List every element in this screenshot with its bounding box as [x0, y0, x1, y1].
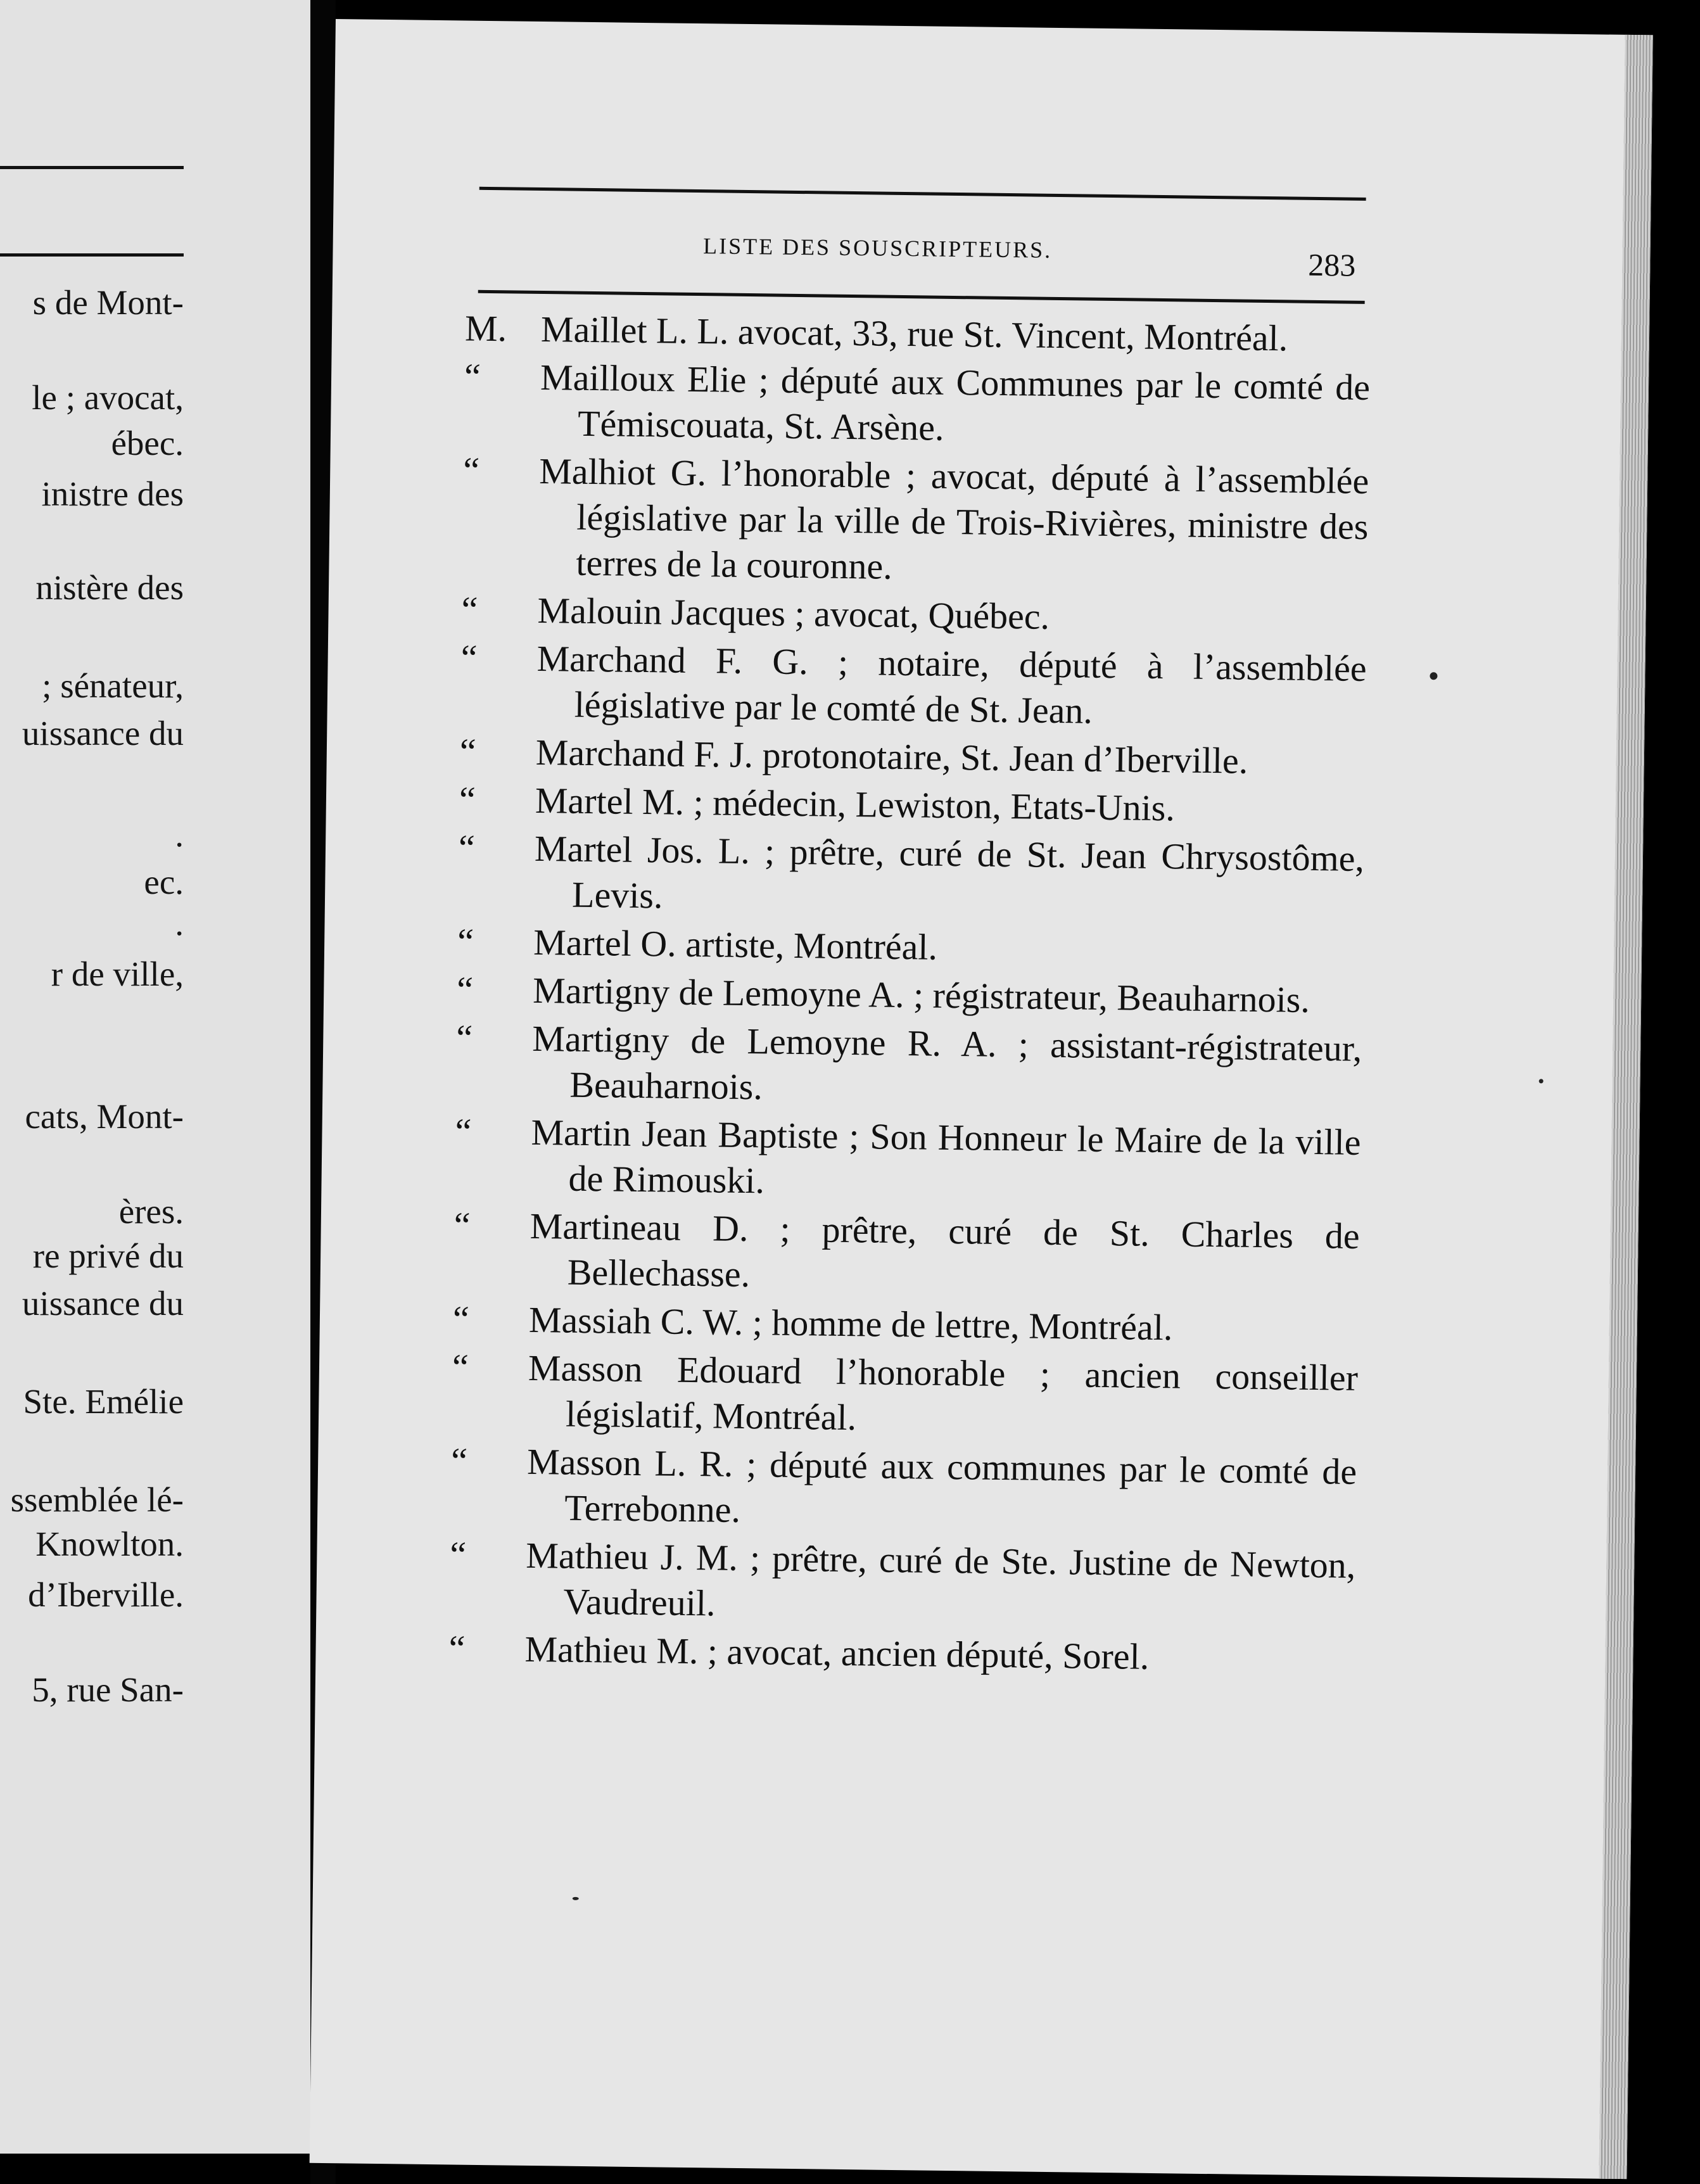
list-item	[464, 354, 1371, 456]
left-page-line: .	[175, 904, 184, 943]
entry-text: Mathieu J. M. ; prêtre, curé de Ste. Justine de Newton, Vaudreuil.	[525, 1534, 1356, 1624]
left-page-line: Ste. Emélie	[23, 1382, 184, 1421]
left-page-line: ec.	[144, 863, 184, 901]
entry-text: Marchand F. J. protonotaire, St. Jean d’Iberville.	[535, 731, 1248, 782]
left-page-line: 5, rue San-	[32, 1670, 184, 1709]
entry-text: Malouin Jacques ; avocat, Québec.	[537, 589, 1050, 637]
list-item	[457, 918, 1364, 975]
entry-text: Martigny de Lemoyne R. A. ; assistant-régistrateur, Beauharnois.	[531, 1017, 1362, 1108]
ditto-mark: “	[452, 1298, 470, 1340]
list-item	[460, 635, 1367, 737]
left-page-line: re privé du	[32, 1236, 184, 1275]
left-page	[0, 0, 310, 2154]
ditto-mark: “	[457, 920, 474, 962]
left-page-line: nistère des	[35, 568, 184, 607]
ditto-mark: “	[458, 827, 476, 868]
ditto-mark: “	[459, 778, 476, 820]
entry-text: Martin Jean Baptiste ; Son Honneur le Maire de la ville de Rimouski.	[531, 1111, 1361, 1202]
right-page	[310, 19, 1653, 2179]
left-page-line: inistre des	[41, 474, 184, 513]
list-item	[465, 306, 1371, 362]
top-rule	[479, 187, 1366, 201]
left-page-line: r de ville,	[51, 955, 184, 993]
ditto-mark: “	[454, 1204, 471, 1246]
entry-text: Massiah C. W. ; homme de lettre, Montréal.	[528, 1298, 1173, 1349]
list-item	[452, 1344, 1359, 1446]
list-item	[450, 1438, 1357, 1540]
entry-text: Mathieu M. ; avocat, ancien député, Sorel.	[524, 1628, 1150, 1677]
ditto-mark: “	[452, 1346, 469, 1388]
entry-text: Martineau D. ; prêtre, curé de St. Charles de Bellechasse.	[530, 1205, 1361, 1295]
list-item	[448, 1625, 1355, 1682]
list-item	[455, 1015, 1362, 1117]
list-item	[453, 1202, 1360, 1304]
ditto-mark: “	[455, 1017, 473, 1058]
list-item	[458, 825, 1365, 927]
header-rule	[478, 290, 1365, 304]
left-page-line: d’Iberville.	[28, 1575, 184, 1614]
paper-speck	[1430, 672, 1437, 680]
left-page-line: uissance du	[22, 1284, 184, 1323]
ditto-mark: “	[459, 730, 477, 772]
ditto-mark: “	[455, 1110, 472, 1152]
page-edge	[1599, 35, 1652, 2179]
left-page-line: Knowlton.	[35, 1525, 184, 1563]
list-item	[454, 1108, 1361, 1210]
entry-text: Martel M. ; médecin, Lewiston, Etats-Unis.	[535, 779, 1176, 829]
running-head: LISTE DES SOUSCRIPTEURS.	[702, 233, 1053, 263]
list-item	[449, 1532, 1356, 1634]
ditto-mark: “	[450, 1533, 467, 1575]
left-page-line: ; sénateur,	[42, 666, 184, 705]
left-page-line: ébec.	[111, 424, 184, 462]
entry-text: Martel O. artiste, Montréal.	[533, 921, 938, 968]
left-page-line: le ; avocat,	[32, 378, 184, 417]
ditto-mark: “	[464, 355, 481, 397]
entry-text: Masson Edouard l’honorable ; ancien conseiller législatif, Montréal.	[528, 1347, 1359, 1438]
list-item	[462, 448, 1369, 595]
ditto-mark: “	[456, 968, 474, 1010]
entry-prefix: M.	[464, 307, 507, 350]
ditto-mark: “	[450, 1440, 468, 1482]
ditto-mark: “	[460, 637, 478, 678]
left-page-line: uissance du	[22, 714, 184, 752]
left-header-rule	[0, 253, 184, 257]
paper-speck	[573, 1897, 579, 1900]
list-item	[461, 587, 1367, 643]
left-page-line: s de Mont-	[32, 283, 184, 322]
entry-text: Maillet L. L. avocat, 33, rue St. Vincent, Montréal.	[540, 308, 1288, 359]
ditto-mark: “	[461, 588, 478, 630]
left-page-line: ères.	[118, 1192, 184, 1231]
left-top-rule	[0, 166, 184, 169]
list-item	[459, 777, 1366, 833]
left-page-line: ssemblée lé-	[10, 1480, 184, 1519]
ditto-mark: “	[448, 1627, 466, 1669]
entry-text: Malhiot G. l’honorable ; avocat, député à l’assemblée législative par la ville de Trois-Rivières, ministre des terres de la couronne.	[538, 450, 1369, 587]
entry-text: Masson L. R. ; député aux communes par le comté de Terrebonne.	[526, 1440, 1357, 1530]
left-page-line: cats, Mont-	[25, 1097, 184, 1136]
list-item	[452, 1296, 1359, 1352]
ditto-mark: “	[462, 449, 480, 491]
subscriber-list	[448, 306, 1371, 1685]
list-item	[459, 728, 1366, 785]
entry-text: Marchand F. G. ; notaire, député à l’assemblée législative par le comté de St. Jean.	[536, 637, 1367, 732]
list-item	[457, 967, 1363, 1023]
left-page-line: .	[175, 815, 184, 854]
entry-text: Martel Jos. L. ; prêtre, curé de St. Jean Chrysostôme, Levis.	[534, 827, 1365, 917]
paper-speck	[1539, 1079, 1544, 1083]
page-number: 283	[1308, 246, 1356, 283]
entry-text: Martigny de Lemoyne A. ; régistrateur, Beauharnois.	[532, 969, 1310, 1020]
entry-text: Mailloux Elie ; député aux Communes par le comté de Témiscouata, St. Arsène.	[540, 356, 1371, 448]
